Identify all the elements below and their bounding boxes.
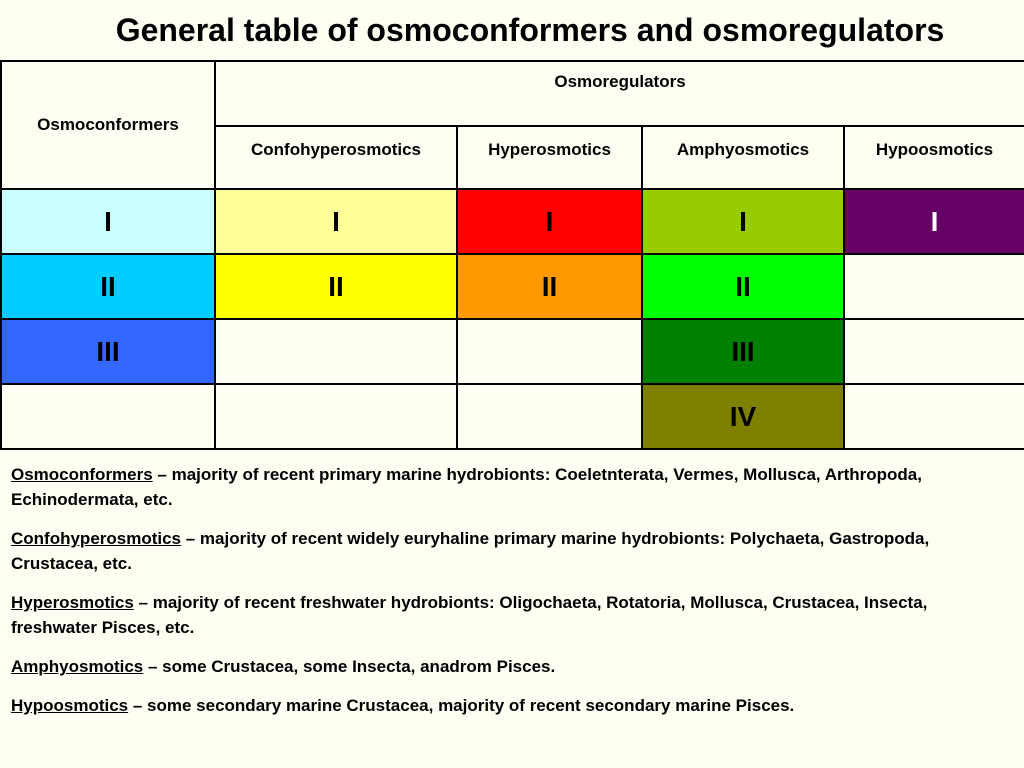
cell-label: II xyxy=(541,270,558,302)
subheader-cell xyxy=(457,126,642,189)
cell-label: I xyxy=(104,205,112,237)
definition-osmoconformers xyxy=(11,462,1011,512)
table-row xyxy=(1,254,1024,319)
cell-label: II xyxy=(100,270,116,302)
subheader-hypoosmotics: Hypoosmotics xyxy=(875,139,994,159)
cell-label: I xyxy=(545,205,554,237)
table-cell xyxy=(642,384,844,449)
definition-text: – majority of recent freshwater hydrobionts: Oligochaeta, Rotatoria, Mollusca, Crustacea, Insecta, freshwater Pisces, etc. xyxy=(11,593,928,637)
osmoregulators-header: Osmoregulators xyxy=(554,71,686,91)
definition-term: Confohyperosmotics xyxy=(11,529,182,548)
table-cell xyxy=(215,189,457,254)
table-row xyxy=(1,189,1024,254)
subheader-confohyperosmotics: Confohyperosmotics xyxy=(250,139,422,159)
table-cell xyxy=(844,384,1024,449)
cell-label: I xyxy=(739,205,747,237)
table-cell xyxy=(457,319,642,384)
table-cell xyxy=(457,384,642,449)
definition-text: – majority of recent widely euryhaline primary marine hydrobionts: Polychaeta, Gastropoda, Crustacea, etc. xyxy=(11,529,930,573)
cell-label: III xyxy=(731,335,755,367)
definition-term: Osmoconformers xyxy=(11,465,153,484)
cell-label: IV xyxy=(729,400,757,432)
cell-label: III xyxy=(96,335,120,367)
osmoconformers-header-cell xyxy=(1,61,215,189)
definition-term: Hypoosmotics xyxy=(11,696,129,715)
table-cell xyxy=(1,189,215,254)
subheader-cell xyxy=(642,126,844,189)
definition-text: – majority of recent primary marine hydrobionts: Coeletnterata, Vermes, Mollusca, Arthropoda, Echinodermata, etc. xyxy=(11,465,922,509)
cell-label: II xyxy=(328,270,344,302)
table-cell xyxy=(215,254,457,319)
definition-term: Amphyosmotics xyxy=(11,657,144,676)
definition-text: – some Crustacea, some Insecta, anadrom Pisces. xyxy=(143,657,556,676)
table-cell xyxy=(457,189,642,254)
table-row xyxy=(1,384,1024,449)
osmoregulators-header-cell xyxy=(215,61,1024,126)
table-cell xyxy=(642,254,844,319)
cell-label: I xyxy=(930,205,939,237)
definition-hypoosmotics xyxy=(11,693,1011,718)
table-cell xyxy=(215,384,457,449)
definition-hyperosmotics xyxy=(11,590,1011,640)
slide-title: General table of osmoconformers and osmoregulators xyxy=(115,12,945,48)
definition-text: – some secondary marine Crustacea, majority of recent secondary marine Pisces. xyxy=(128,696,795,715)
subheader-hyperosmotics: Hyperosmotics xyxy=(488,139,611,159)
definition-term: Hyperosmotics xyxy=(11,593,134,612)
table-cell xyxy=(844,319,1024,384)
subheader-amphyosmotics: Amphyosmotics xyxy=(676,139,810,159)
classification-table xyxy=(0,60,1024,450)
osmoconformers-header: Osmoconformers xyxy=(37,115,179,134)
definition-amphyosmotics xyxy=(11,654,1011,679)
table-cell xyxy=(215,319,457,384)
table-cell xyxy=(1,319,215,384)
table-cell xyxy=(642,189,844,254)
table-cell xyxy=(1,254,215,319)
table-cell xyxy=(1,384,215,449)
definition-confohyperosmotics xyxy=(11,526,1011,576)
definitions-list xyxy=(11,462,1011,732)
table-row xyxy=(1,319,1024,384)
table-cell xyxy=(844,254,1024,319)
cell-label: I xyxy=(332,205,340,237)
subheader-cell xyxy=(844,126,1024,189)
subheader-cell xyxy=(215,126,457,189)
cell-label: II xyxy=(735,270,751,302)
table-cell xyxy=(844,189,1024,254)
table-cell xyxy=(457,254,642,319)
table-cell xyxy=(642,319,844,384)
